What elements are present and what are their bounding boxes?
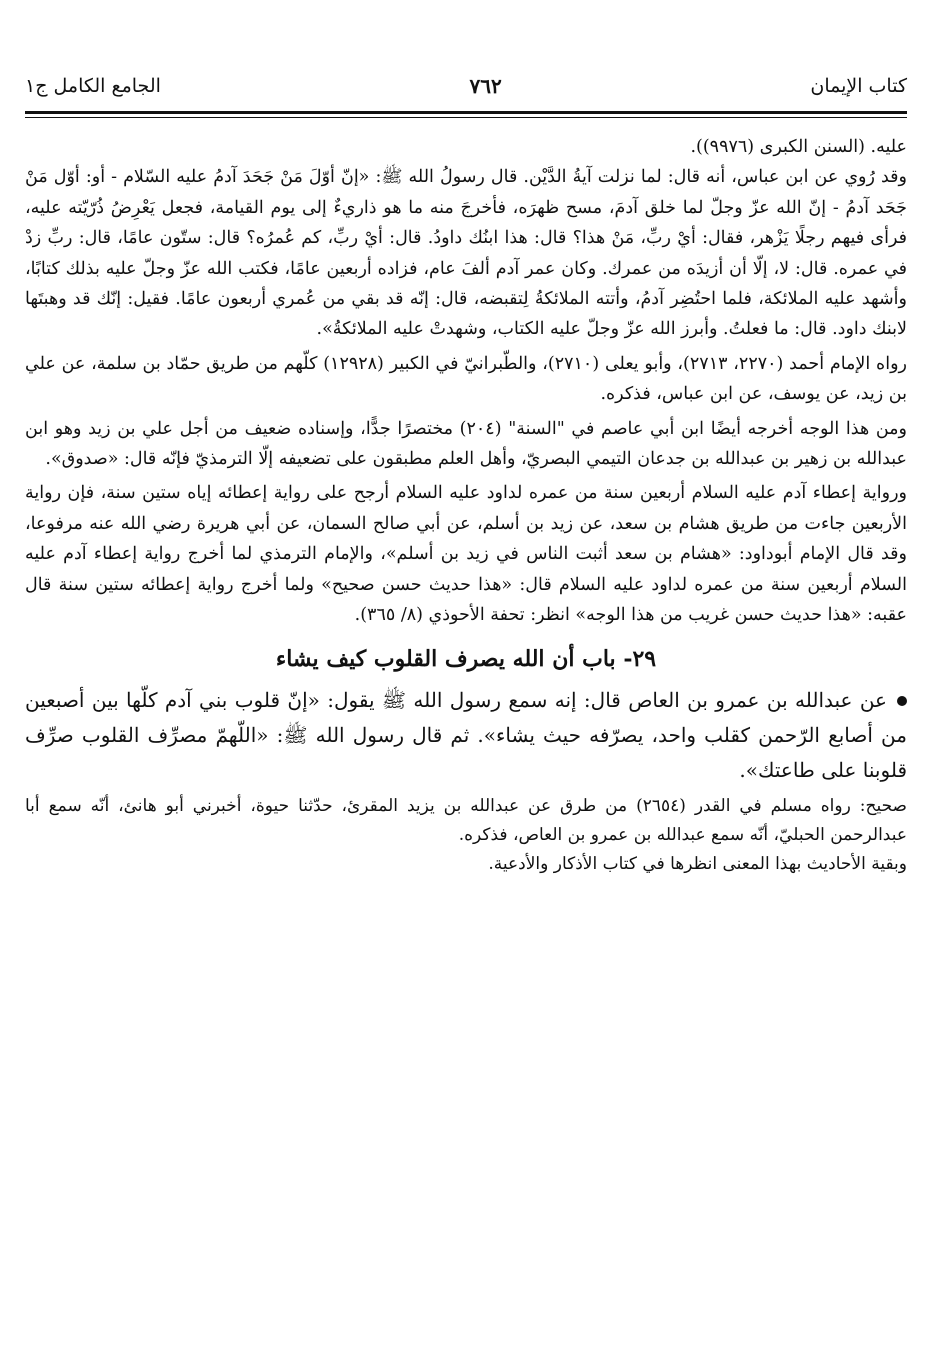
note-remaining: وبقية الأحاديث بهذا المعنى انظرها في كتاب الأذكار والأدعية. bbox=[488, 853, 907, 874]
chapter-title: باب أن الله يصرف القلوب كيف يشاء bbox=[275, 645, 616, 672]
paragraph-ibn-abbas-narration: وقد رُوي عن ابن عباس، أنه قال: لما نزلت آيةُ الدَّيْن. قال رسولُ الله ﷺ: «إنّ أوّلَ مَنْ جَحَدَ آدمُ عليه السّلام - أو: أوّل مَنْ جَحَد آدمُ - إنّ الله عزّ وجلّ لما خلق آدمَ، مسح ظهرَه، فأخرجَ منه ما هو ذاريءٌ إلى يوم القيامة، فجعل يَعْرِضُ ذُرّيّته عليه، فرأى فيهم رجلًا يَزْهر، فقال: أيْ ربِّ، مَنْ هذا؟ قال: هذا ابنُك داودُ. قال: أيْ ربِّ، كم عُمرُه؟ قال: ستّون عامًا، قال: ربِّ زدْ في عمره. قال: لا، إلّا أن أزيدَه من عمرك. وكان عمر آدم ألفَ عام، فزاده أربعين عامًا، فكتب الله عزّ وجلّ عليه بذلك كتابًا، وأشهد عليه الملائكة، فلما احتُضِر آدمُ، وأتته الملائكةُ لِتقبضه، قال: إنّه قد بقي من عُمري أربعون عامًا. فقيل: إنّك قد وهبتَها لابنك داود. قال: ما فعلتُ. وأبرز الله عزّ وجلّ عليه الكتاب، وشهدتْ عليه الملائكةُ». bbox=[25, 167, 907, 340]
bullet-icon bbox=[897, 696, 907, 706]
page-number: ٧٦٢ bbox=[469, 74, 502, 98]
book-title: كتاب الإيمان bbox=[810, 75, 907, 97]
hadith-text-block bbox=[25, 683, 907, 788]
paragraph-source-end: عليه. (السنن الكبرى (٩٩٧٦)). bbox=[690, 137, 907, 157]
chapter-heading bbox=[25, 641, 907, 677]
header-rule-thin bbox=[25, 117, 907, 118]
paragraph-isnad-note: ومن هذا الوجه أخرجه أيضًا ابن أبي عاصم في "السنة" (٢٠٤) مختصرًا جدًّا، وإسناده ضعيف من أجل علي بن زيد وهو ابن عبدالله بن زهير بن عبدالله بن جدعان التيمي البصريّ، وأهل العلم مطبقون على تضعيفه إلّا الترمذيّ فإنّه قال: «صدوق». bbox=[25, 418, 907, 470]
paragraph-takhrij: رواه الإمام أحمد (٢٢٧٠، ٢٧١٣)، وأبو يعلى (٢٧١٠)، والطّبرانيّ في الكبير (١٢٩٢٨) كلّهم من طريق حمّاد بن سلمة، عن علي بن زيد، عن يوسف، عن ابن عباس، فذكره. bbox=[25, 353, 907, 405]
volume-title: الجامع الكامل ج١ bbox=[25, 75, 161, 97]
hadith-text: عن عبدالله بن عمرو بن العاص قال: إنه سمع رسول الله ﷺ يقول: «إنّ قلوب بني آدم كلّها بين أصبعين من أصابع الرّحمن كقلب واحد، يصرّفه حيث يشاء». ثم قال رسول الله ﷺ: «اللّهمّ مصرِّف القلوب صرِّف قلوبنا على طاعتك». bbox=[25, 687, 907, 782]
page-header bbox=[25, 66, 907, 106]
header-rule-thick bbox=[25, 111, 907, 114]
note-sahih: صحيح: رواه مسلم في القدر (٢٦٥٤) من طرق عن عبدالله بن يزيد المقرئ، حدّثنا حيوة، أخبرني أبو هانئ، أنّه سمع أبا عبدالرحمن الحبليّ، أنّه سمع عبدالله بن عمرو بن العاص، فذكره. bbox=[25, 795, 907, 845]
paragraph-tarjih: ورواية إعطاء آدم عليه السلام أربعين سنة من عمره لداود عليه السلام أرجح على رواية إعطائه إياه ستين سنة، فإن رواية الأربعين جاءت من طريق هشام بن سعد، عن زيد بن أسلم، عن أبي صالح السمان، عن أبي هريرة رضي الله عنه مرفوعا، وقد قال الإمام أبوداود: «هشام بن سعد أثبت الناس في زيد بن أسلم»، والإمام الترمذي لما أخرج رواية إعطاء آدم عليه السلام أربعين سنة من عمره لداود عليه السلام قال: «هذا حديث حسن صحيح» ولما أخرج رواية إعطائه ستين سنة قال عقبه: «هذا حديث حسن غريب من هذا الوجه» انظر: تحفة الأحوذي (٨/ ٣٦٥). bbox=[25, 483, 907, 626]
page-content bbox=[25, 132, 907, 879]
chapter-number: ٢٩- bbox=[623, 645, 657, 672]
